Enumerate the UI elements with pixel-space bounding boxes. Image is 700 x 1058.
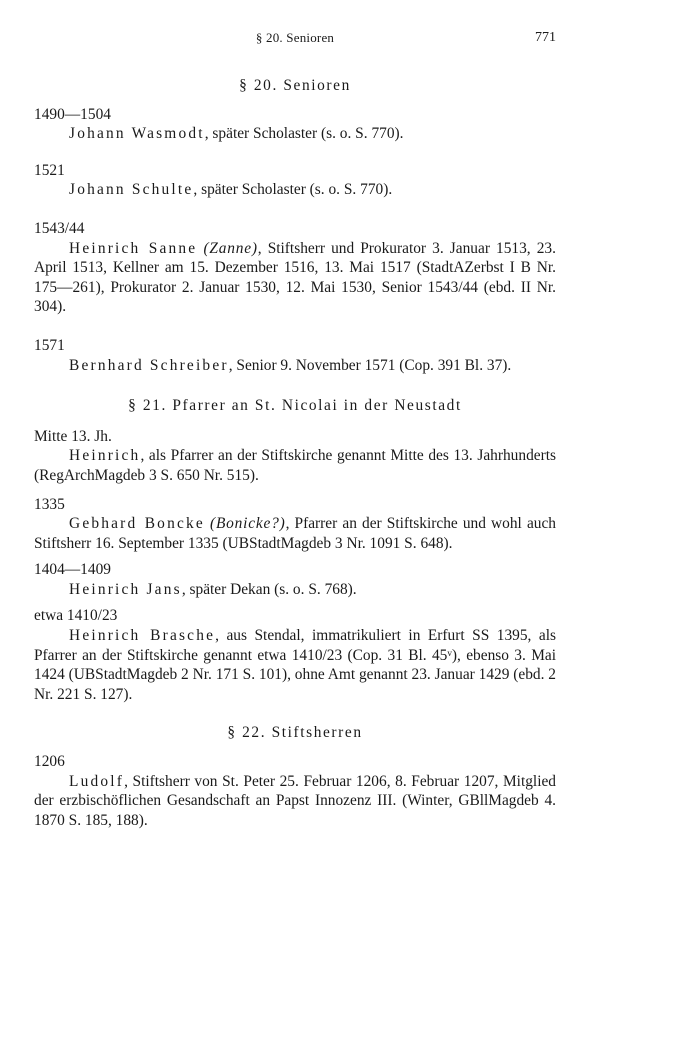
page-header <box>34 28 556 50</box>
entry-text: , Stiftsherr von St. Peter 25. Februar 1206, 8. Februar 1207, Mitglied der erzbischöflichen Gesandschaft an Papst Innozenz III. (Winter, GBllMagdeb 4. 1870 S. 185, 188). <box>34 772 556 829</box>
entry-body <box>34 356 556 376</box>
entry-date: 1335 <box>34 495 65 513</box>
entry-date: 1543/44 <box>34 219 85 237</box>
entry-heinrich <box>34 427 556 486</box>
entry-text: , später Scholaster (s. o. S. 770). <box>193 181 393 199</box>
entry-date: etwa 1410/23 <box>34 607 118 625</box>
name-variant: (Zanne) <box>203 239 258 257</box>
entry-text: , Senior 9. November 1571 (Cop. 391 Bl. 37). <box>228 356 512 374</box>
entry-schreiber <box>34 336 556 375</box>
person-name: Ludolf <box>69 772 125 790</box>
entry-text: , Stiftsherr und Prokurator 3. Januar 1513, 23. April 1513, Kellner am 15. Dezember 1516, 13. Mai 1517 (StadtAZerbst I B Nr. 175—261), Prokurator 2. Januar 1530, 12. Mai 1530, Senior 1543/44 (ebd. II Nr. 304). <box>34 239 556 316</box>
entry-body <box>34 514 556 553</box>
entry-date: 1521 <box>34 161 65 179</box>
entry-brasche <box>34 606 556 704</box>
entry-body <box>34 239 556 317</box>
person-name: Johann Wasmodt <box>69 125 205 143</box>
entry-text: , als Pfarrer an der Stiftskirche genannt Mitte des 13. Jahrhunderts (RegArchMagdeb 3 S. 650 Nr. 515). <box>34 447 556 484</box>
entry-sanne <box>34 219 556 317</box>
entry-body <box>34 580 556 600</box>
person-name: Heinrich Sanne <box>69 239 198 257</box>
entry-schulte <box>34 161 556 200</box>
entry-body <box>34 626 556 704</box>
name-variant: (Bonicke?) <box>210 515 286 533</box>
section-title-stiftsherren: § 22. Stiftsherren <box>227 724 363 742</box>
entry-date: 1490—1504 <box>34 105 111 123</box>
entry-boncke <box>34 495 556 554</box>
person-name: Johann Schulte <box>69 181 194 199</box>
entry-date: 1206 <box>34 753 65 771</box>
entry-wasmodt <box>34 105 556 144</box>
entry-text: , Pfarrer an der Stiftskirche und wohl auch Stiftsherr 16. September 1335 (UBStadtMagdeb 3 Nr. 1091 S. 648). <box>34 515 556 552</box>
entry-body <box>34 772 556 831</box>
person-name: Gebhard Boncke <box>69 515 205 533</box>
entry-text: , aus Stendal, immatrikuliert in Erfurt SS 1395, als Pfarrer an der Stiftskirche genannt etwa 1410/23 (Cop. 31 Bl. 45ᵛ), ebenso 3. Mai 1424 (UBStadtMagdeb 2 Nr. 171 S. 101), ohne Amt genannt 23. Januar 1429 (ebd. 2 Nr. 221 S. 127). <box>34 627 556 703</box>
person-name: Bernhard Schreiber <box>69 356 229 374</box>
entry-body <box>34 446 556 485</box>
entry-body <box>34 124 556 144</box>
section-title-senioren: § 20. Senioren <box>239 77 351 94</box>
entry-date: 1571 <box>34 336 65 354</box>
page-number: 771 <box>535 30 556 45</box>
entry-date: 1404—1409 <box>34 561 111 579</box>
person-name: Heinrich <box>69 447 141 465</box>
entry-date: Mitte 13. Jh. <box>34 427 112 445</box>
entry-text: , später Dekan (s. o. S. 768). <box>181 580 357 598</box>
entry-text: , später Scholaster (s. o. S. 770). <box>204 125 404 143</box>
book-page <box>34 28 556 830</box>
running-title: § 20. Senioren <box>255 30 335 45</box>
entry-ludolf <box>34 752 556 830</box>
section-title-pfarrer: § 21. Pfarrer an St. Nicolai in der Neustadt <box>128 397 462 415</box>
person-name: Heinrich Brasche <box>69 627 216 645</box>
entry-body <box>34 180 556 200</box>
person-name: Heinrich Jans <box>69 580 182 598</box>
entry-jans <box>34 560 556 599</box>
